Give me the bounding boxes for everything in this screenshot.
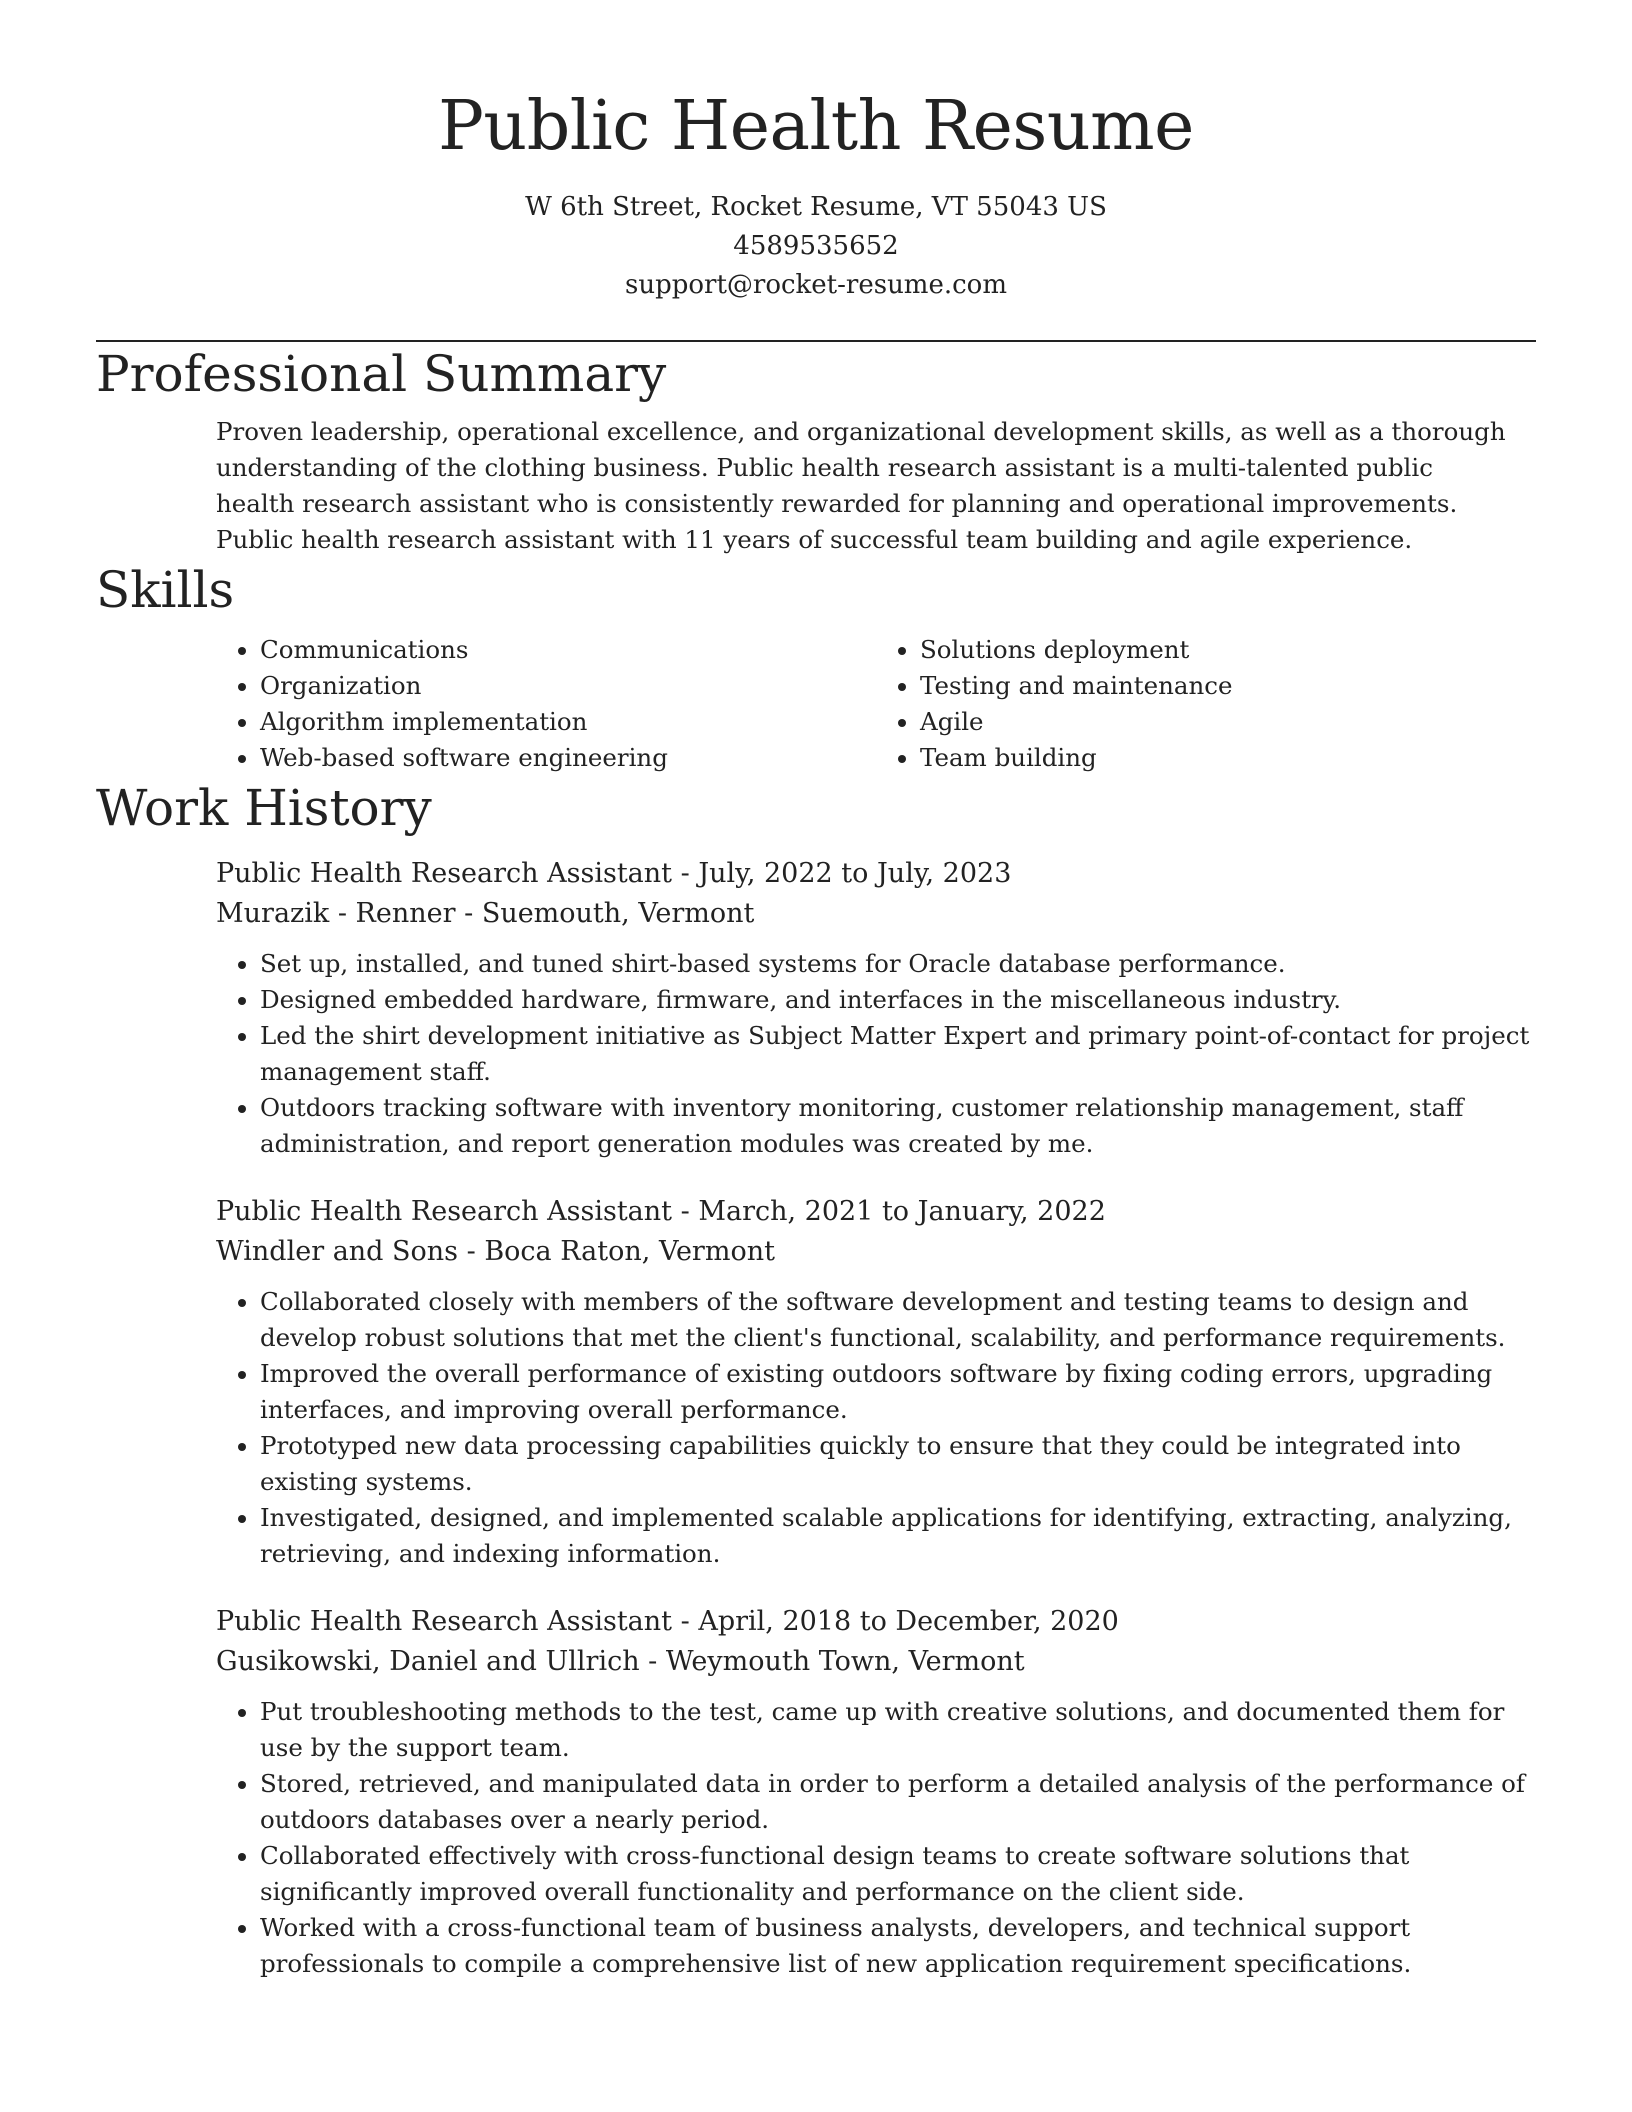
skills-list — [216, 632, 1536, 776]
skills-column-1 — [216, 632, 876, 776]
job-bullet: • Collaborated closely with members of the software development and testing teams to design and develop robust solutions that met the client's functional, scalability, and performance requirements. — [260, 1284, 1536, 1356]
job-dates: - July, 2022 to July, 2023 — [672, 858, 1012, 889]
job-title-line — [216, 1602, 1536, 1642]
job-company-line — [216, 894, 1536, 934]
job-bullet: • Outdoors tracking software with inventory monitoring, customer relationship management, staff administration, and report generation modules was created by me. — [260, 1090, 1536, 1162]
company-location: - Boca Raton, Vermont — [458, 1236, 775, 1267]
job-bullet: • Designed embedded hardware, firmware, and interfaces in the miscellaneous industry. — [260, 982, 1536, 1018]
skill-item: • Algorithm implementation — [260, 704, 876, 740]
skills-heading: Skills — [96, 561, 235, 619]
job-dates: - April, 2018 to December, 2020 — [672, 1606, 1119, 1637]
skill-item: • Web-based software engineering — [260, 740, 876, 776]
job-role: Public Health Research Assistant — [216, 1606, 673, 1637]
job-dates: - March, 2021 to January, 2022 — [672, 1196, 1106, 1227]
job-entry — [216, 1602, 1536, 1982]
company-location: - Suemouth, Vermont — [455, 898, 755, 929]
skill-item: • Team building — [920, 740, 1536, 776]
summary-text: Proven leadership, operational excellence, and organizational development skills, as well as a thorough understanding of the clothing business. Public health research assistant is a multi-talented public health research assistant who is consistently rewarded for planning and operational improvements. Public health research assistant with 11 years of successful team building and agile experience. — [216, 417, 1506, 554]
email-address: support@rocket-resume.com — [624, 270, 1007, 300]
job-company-line — [216, 1232, 1536, 1272]
job-entry — [216, 854, 1536, 1162]
job-bullets — [216, 946, 1536, 1162]
skill-item: • Organization — [260, 668, 876, 704]
job-title-line — [216, 1192, 1536, 1232]
phone-number: 4589535652 — [733, 231, 899, 261]
company-name: Gusikowski, Daniel and Ullrich — [216, 1646, 640, 1677]
company-location: - Weymouth Town, Vermont — [639, 1646, 1025, 1677]
resume-header — [96, 0, 1536, 305]
job-company-line — [216, 1642, 1536, 1682]
skill-item: • Agile — [920, 704, 1536, 740]
job-bullets — [216, 1694, 1536, 1982]
company-name: Windler and Sons — [216, 1236, 459, 1267]
contact-info — [96, 188, 1536, 305]
skill-item: • Solutions deployment — [920, 632, 1536, 668]
skill-item: • Testing and maintenance — [920, 668, 1536, 704]
job-bullet: • Put troubleshooting methods to the test, came up with creative solutions, and documented them for use by the support team. — [260, 1694, 1536, 1766]
resume-title: Public Health Resume — [438, 87, 1194, 166]
job-bullet: • Improved the overall performance of existing outdoors software by fixing coding errors, upgrading interfaces, and improving overall performance. — [260, 1356, 1536, 1428]
resume-page — [96, 0, 1536, 1982]
job-bullet: • Prototyped new data processing capabilities quickly to ensure that they could be integrated into existing systems. — [260, 1428, 1536, 1500]
skill-item: • Communications — [260, 632, 876, 668]
job-bullet: • Worked with a cross-functional team of business analysts, developers, and technical support professionals to compile a comprehensive list of new application requirement specifications. — [260, 1910, 1536, 1982]
job-bullet: • Investigated, designed, and implemented scalable applications for identifying, extracting, analyzing, retrieving, and indexing information. — [260, 1500, 1536, 1572]
job-entry — [216, 1192, 1536, 1572]
job-role: Public Health Research Assistant — [216, 858, 673, 889]
company-name: Murazik - Renner — [216, 898, 456, 929]
job-bullet: • Led the shirt development initiative as Subject Matter Expert and primary point-of-contact for project management staff. — [260, 1018, 1536, 1090]
job-bullet: • Stored, retrieved, and manipulated data in order to perform a detailed analysis of the performance of outdoors databases over a nearly period. — [260, 1766, 1536, 1838]
job-bullet: • Set up, installed, and tuned shirt-based systems for Oracle database performance. — [260, 946, 1536, 982]
job-bullet: • Collaborated effectively with cross-functional design teams to create software solutions that significantly improved overall functionality and performance on the client side. — [260, 1838, 1536, 1910]
job-bullets — [216, 1284, 1536, 1572]
job-role: Public Health Research Assistant — [216, 1196, 673, 1227]
work-history-heading: Work History — [96, 779, 432, 837]
summary-heading: Professional Summary — [96, 345, 667, 403]
skills-column-2 — [876, 632, 1536, 776]
job-title-line — [216, 854, 1536, 894]
address: W 6th Street, Rocket Resume, VT 55043 US — [525, 192, 1107, 222]
